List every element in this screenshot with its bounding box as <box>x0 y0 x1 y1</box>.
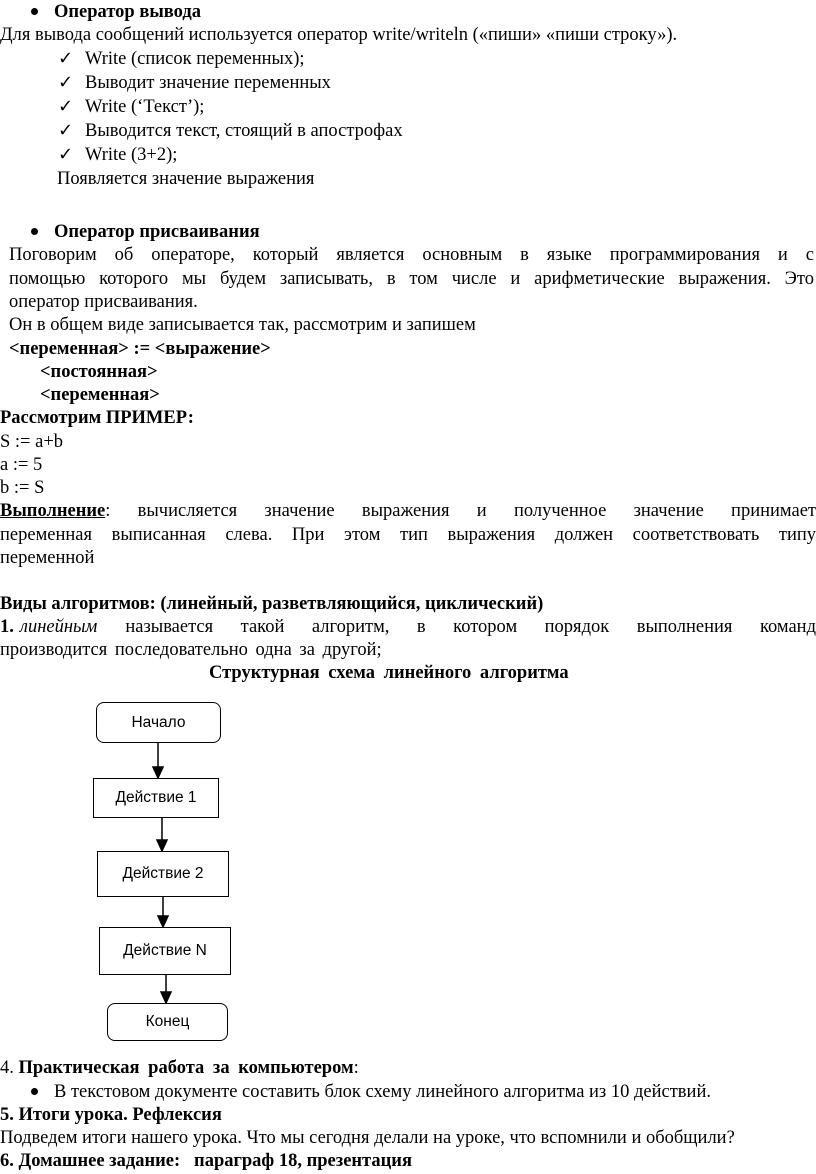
output-heading: Оператор вывода <box>54 2 201 22</box>
flowchart-end-node: Конец <box>107 1003 228 1041</box>
execution-text: переменная выписанная слева. При этом тип выражения должен соответствовать типу <box>0 525 816 545</box>
syntax-alt: <постоянная> <box>40 362 158 382</box>
homework-heading: 6. Домашнее задание: параграф 18, презентация <box>0 1151 412 1171</box>
checkmark-icon: ✓ <box>58 72 74 93</box>
execution-label: Выполнение <box>0 501 106 521</box>
output-tail: Появляется значение выражения <box>57 169 315 189</box>
assign-paragraph-line: помощью которого мы будем записывать, в том числе и арифметические выражения. Это <box>9 269 814 289</box>
practice-heading: Практическая работа за компьютером <box>18 1058 354 1078</box>
definition-term: линейным <box>19 617 98 637</box>
practice-number: 4. <box>0 1058 14 1078</box>
flow-arrowhead <box>153 767 163 778</box>
syntax-alt: <переменная> <box>40 385 160 405</box>
practice-colon: : <box>353 1058 359 1078</box>
example-line: S := a+b <box>0 432 64 452</box>
diagram-title: Структурная схема линейного алгоритма <box>209 663 569 683</box>
execution-text: : вычисляется значение выражения и полученное значение принимает <box>105 501 816 521</box>
example-heading: Рассмотрим ПРИМЕР: <box>0 408 194 428</box>
general-form-text: Он в общем виде записывается так, рассмотрим и запишем <box>9 315 476 335</box>
checkmark-icon: ✓ <box>58 48 74 69</box>
definition-text: производится последовательно одна за другой; <box>0 640 382 660</box>
summary-text: Подведем итоги нашего урока. Что мы сегодня делали на уроке, что вспомнили и обобщили? <box>0 1128 735 1148</box>
flow-arrowhead <box>161 992 171 1003</box>
algorithms-heading: Виды алгоритмов: (линейный, разветвляющийся, циклический) <box>0 594 544 614</box>
example-line: b := S <box>0 478 45 498</box>
definition-text: называется такой алгоритм, в котором порядок выполнения команд <box>125 617 816 637</box>
checkmark-icon: ✓ <box>58 144 74 165</box>
flowchart-start-node: Начало <box>96 702 221 743</box>
checkmark-icon: ✓ <box>58 96 74 117</box>
flowchart-action-node: Действие 1 <box>93 778 219 818</box>
flow-arrowhead <box>157 840 167 851</box>
list-item: Write (список переменных); <box>85 49 305 69</box>
assign-paragraph-line: Поговорим об операторе, который является основным в языке программирования и с <box>9 245 814 265</box>
example-line: a := 5 <box>0 455 43 475</box>
checkmark-icon: ✓ <box>58 120 74 141</box>
output-intro: Для вывода сообщений используется оператор write/writeln («пиши» «пиши строку»). <box>0 25 678 45</box>
list-item: Выводится текст, стоящий в апострофах <box>85 121 403 141</box>
definition-number: 1. <box>0 617 14 637</box>
flowchart-action-node: Действие 2 <box>97 851 229 897</box>
assign-paragraph-line: оператор присваивания. <box>9 292 198 312</box>
syntax-line: <переменная> := <выражение> <box>9 339 271 359</box>
list-item: Write (‘Текст’); <box>85 97 205 117</box>
summary-heading: 5. Итоги урока. Рефлексия <box>0 1105 222 1125</box>
flow-arrowhead <box>158 916 168 927</box>
assign-heading: Оператор присваивания <box>54 222 260 242</box>
execution-text: переменной <box>0 548 95 568</box>
practice-task: В текстовом документе составить блок схему линейного алгоритма из 10 действий. <box>54 1082 711 1102</box>
bullet-icon <box>31 1088 38 1095</box>
flowchart-action-node: Действие N <box>99 927 231 975</box>
list-item: Write (3+2); <box>85 145 178 165</box>
list-item: Выводит значение переменных <box>85 73 331 93</box>
practice-line <box>0 1057 359 1079</box>
